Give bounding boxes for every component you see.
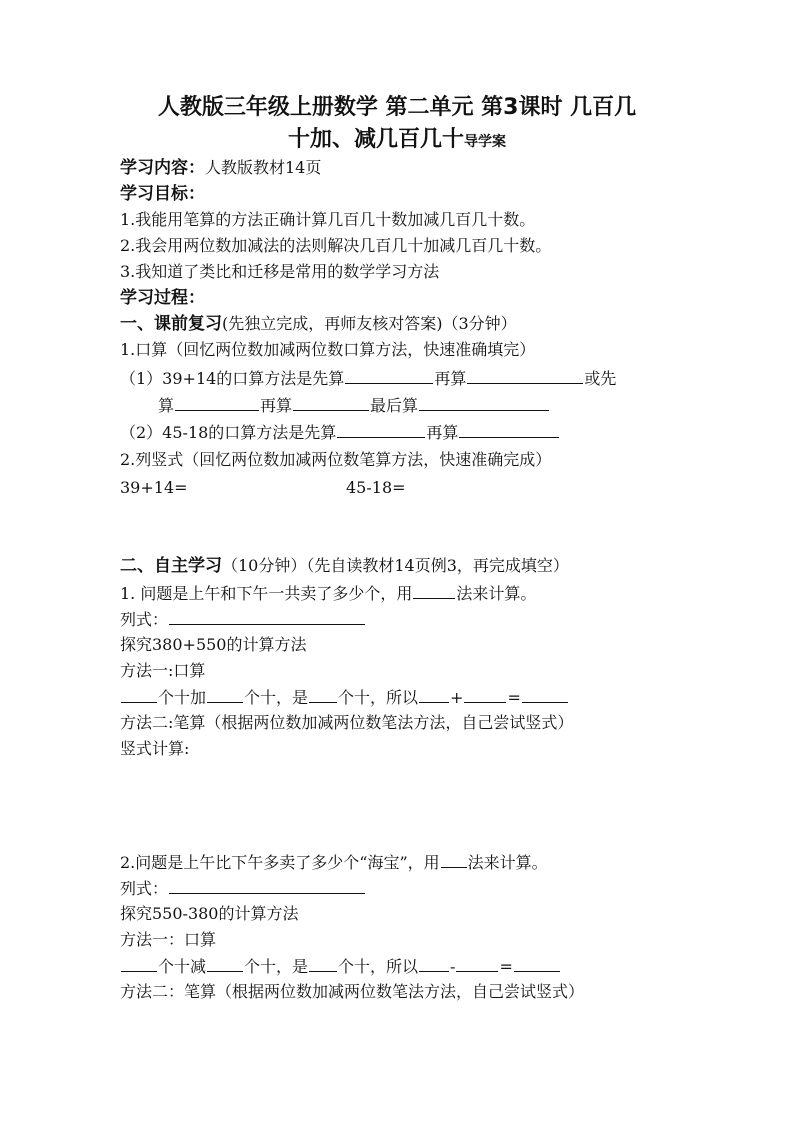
answer-blank[interactable] <box>293 394 369 411</box>
fill-text-b: 个十，是 <box>244 957 309 976</box>
title-line-1: 人教版三年级上册数学 第二单元 第3课时 几百几 <box>157 95 637 120</box>
fill-text-e: = <box>499 957 513 976</box>
fill-text-b: 个十，是 <box>244 688 309 707</box>
section2-time: （10分钟） <box>222 556 307 575</box>
section2-heading: 二、自主学习 <box>120 556 222 576</box>
q2-text-1: 2.问题是上午比下午多卖了多少个“海宝”，用 <box>120 853 440 872</box>
section2-heading-line <box>120 555 569 577</box>
section1-q2: 2.列竖式（回忆两位数加减两位数笔算方法，快速准确完成） <box>120 450 552 469</box>
explore-2: 探究550-380的计算方法 <box>120 904 299 923</box>
method1-1-fill <box>120 686 569 709</box>
learning-content <box>120 157 321 179</box>
answer-blank[interactable] <box>419 686 449 703</box>
section1-q1: 1.口算（回忆两位数加减两位数口算方法，快速准确填完） <box>120 340 536 359</box>
q1a-text-6: 最后算 <box>370 396 419 415</box>
section1-q1a-line2 <box>158 394 550 417</box>
section2-note: （先自读教材14页例3，再完成填空） <box>306 556 569 575</box>
answer-blank[interactable] <box>459 421 559 438</box>
answer-blank[interactable] <box>345 367 433 384</box>
fill-text-e: = <box>507 688 521 707</box>
goals-heading: 学习目标： <box>120 184 205 204</box>
answer-blank[interactable] <box>337 421 425 438</box>
answer-blank[interactable] <box>514 955 560 972</box>
answer-blank[interactable] <box>169 877 365 894</box>
section1-q1a-line1 <box>120 367 616 390</box>
q1b-text-1: （2）45-18的口算方法是先算 <box>120 423 337 442</box>
learning-content-value: 人教版教材14页 <box>205 158 322 177</box>
q1a-text-5: 再算 <box>260 396 293 415</box>
formula-label: 列式： <box>120 610 169 629</box>
q2-text-2: 法来计算。 <box>467 853 548 872</box>
answer-blank[interactable] <box>467 367 583 384</box>
answer-blank[interactable] <box>207 686 243 703</box>
fill-text-c: 个十，所以 <box>338 957 419 976</box>
title-suffix: 导学案 <box>464 134 506 150</box>
answer-blank[interactable] <box>419 955 449 972</box>
formula-line-1 <box>120 608 366 631</box>
answer-blank[interactable] <box>419 394 549 411</box>
goal-item-2: 2.我会用两位数加减法的法则解决几百几十加减几百几十数。 <box>120 236 552 255</box>
method1-1: 方法一:口算 <box>120 661 206 680</box>
title-line-2 <box>0 125 794 157</box>
learning-content-label: 学习内容： <box>120 158 205 178</box>
answer-blank[interactable] <box>464 686 506 703</box>
explore-1: 探究380+550的计算方法 <box>120 635 307 654</box>
answer-blank[interactable] <box>121 955 157 972</box>
answer-blank[interactable] <box>121 686 157 703</box>
fill-text-a: 个十减 <box>158 957 207 976</box>
answer-blank[interactable] <box>441 851 467 868</box>
section1-heading-line <box>120 313 517 335</box>
q1b-text-2: 再算 <box>426 423 459 442</box>
answer-blank[interactable] <box>413 582 455 599</box>
method2-2: 方法二：笔算（根据两位数加减两位数笔法方法，自己尝试竖式） <box>120 982 585 1001</box>
goal-item-3: 3.我知道了类比和迁移是常用的数学学习方法 <box>120 262 440 281</box>
goal-item-1: 1.我能用笔算的方法正确计算几百几十数加减几百几十数。 <box>120 210 536 229</box>
q1a-text-3: 或先 <box>584 369 617 388</box>
answer-blank[interactable] <box>169 608 365 625</box>
formula-label-2: 列式： <box>120 879 169 898</box>
title-main: 十加、减几百几十 <box>287 127 464 152</box>
section1-q1b <box>120 421 560 444</box>
fill-text-c: 个十，所以 <box>338 688 419 707</box>
q1a-text-4: 算 <box>158 396 175 415</box>
expression-2: 45-18= <box>346 478 406 497</box>
vertical-label: 竖式计算: <box>120 739 190 758</box>
answer-blank[interactable] <box>309 955 337 972</box>
answer-blank[interactable] <box>175 394 259 411</box>
method2-1: 方法二:笔算（根据两位数加减两位数笔法方法，自己尝试竖式） <box>120 713 574 732</box>
formula-line-2 <box>120 877 366 900</box>
fill-text-d: + <box>450 688 464 707</box>
q1-text-1: 1. 问题是上午和下午一共卖了多少个，用 <box>120 584 413 603</box>
fill-text-a: 个十加 <box>158 688 207 707</box>
section2-q2 <box>120 851 548 874</box>
answer-blank[interactable] <box>309 686 337 703</box>
fill-text-d: - <box>450 957 456 976</box>
q1a-text-2: 再算 <box>434 369 467 388</box>
answer-blank[interactable] <box>456 955 498 972</box>
method1-2-fill <box>120 955 561 978</box>
section1-heading: 一、课前复习 <box>120 314 222 334</box>
q1a-text-1: （1）39+14的口算方法是先算 <box>120 369 345 388</box>
section2-q1 <box>120 582 536 605</box>
process-heading: 学习过程： <box>120 288 205 308</box>
expression-1: 39+14= <box>120 478 188 497</box>
section1-note: (先独立完成，再师友核对答案)（3分钟） <box>222 314 517 333</box>
q1-text-2: 法来计算。 <box>456 584 537 603</box>
answer-blank[interactable] <box>522 686 568 703</box>
answer-blank[interactable] <box>207 955 243 972</box>
method1-2: 方法一：口算 <box>120 930 217 949</box>
